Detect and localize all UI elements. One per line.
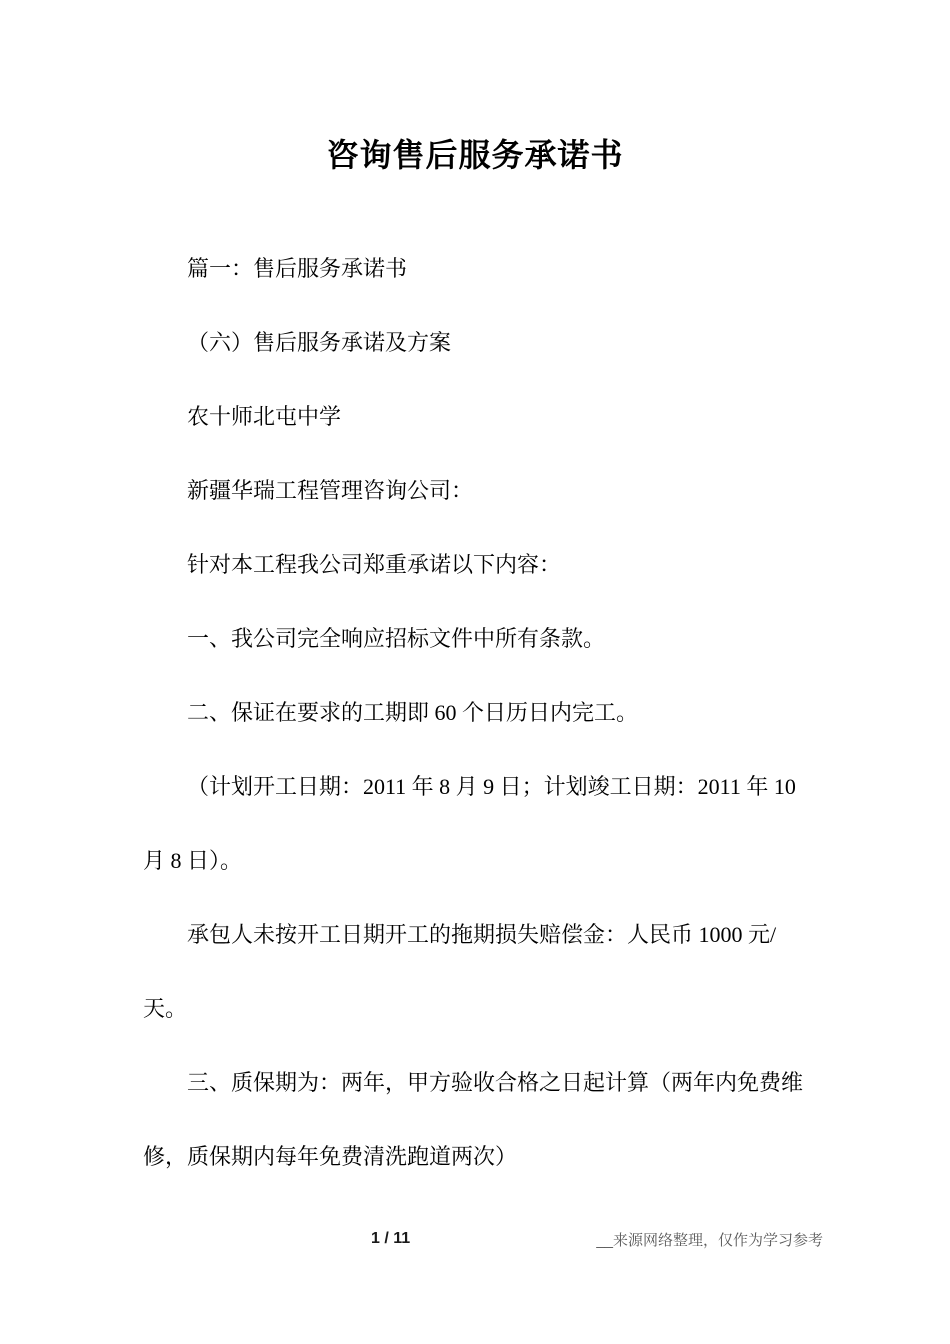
document-title: 咨询售后服务承诺书 <box>326 137 624 173</box>
body-line: 三、质保期为：两年，甲方验收合格之日起计算（两年内免费维 <box>187 1070 804 1095</box>
body-line: （计划开工日期：2011 年 8 月 9 日；计划竣工日期：2011 年 10 <box>187 774 796 799</box>
body-line: 篇一：售后服务承诺书 <box>187 256 408 281</box>
body-line: 修，质保期内每年免费清洗跑道两次） <box>143 1144 518 1169</box>
body-line: （六）售后服务承诺及方案 <box>187 330 452 355</box>
footer-source-note: __来源网络整理，仅作为学习参考 <box>596 1232 823 1249</box>
body-line: 月 8 日）。 <box>143 848 243 873</box>
body-line: 二、保证在要求的工期即 60 个日历日内完工。 <box>187 700 639 725</box>
body-line: 一、我公司完全响应招标文件中所有条款。 <box>187 626 606 651</box>
body-line: 承包人未按开工日期开工的拖期损失赔偿金：人民币 1000 元/ <box>187 922 777 947</box>
body-line: 新疆华瑞工程管理咨询公司： <box>187 478 474 503</box>
document-body <box>143 232 807 1194</box>
body-line: 农十师北屯中学 <box>187 404 342 429</box>
footer-page-number: 1 / 11 <box>371 1230 411 1247</box>
body-line: 针对本工程我公司郑重承诺以下内容： <box>187 552 562 577</box>
body-line: 天。 <box>143 996 188 1021</box>
